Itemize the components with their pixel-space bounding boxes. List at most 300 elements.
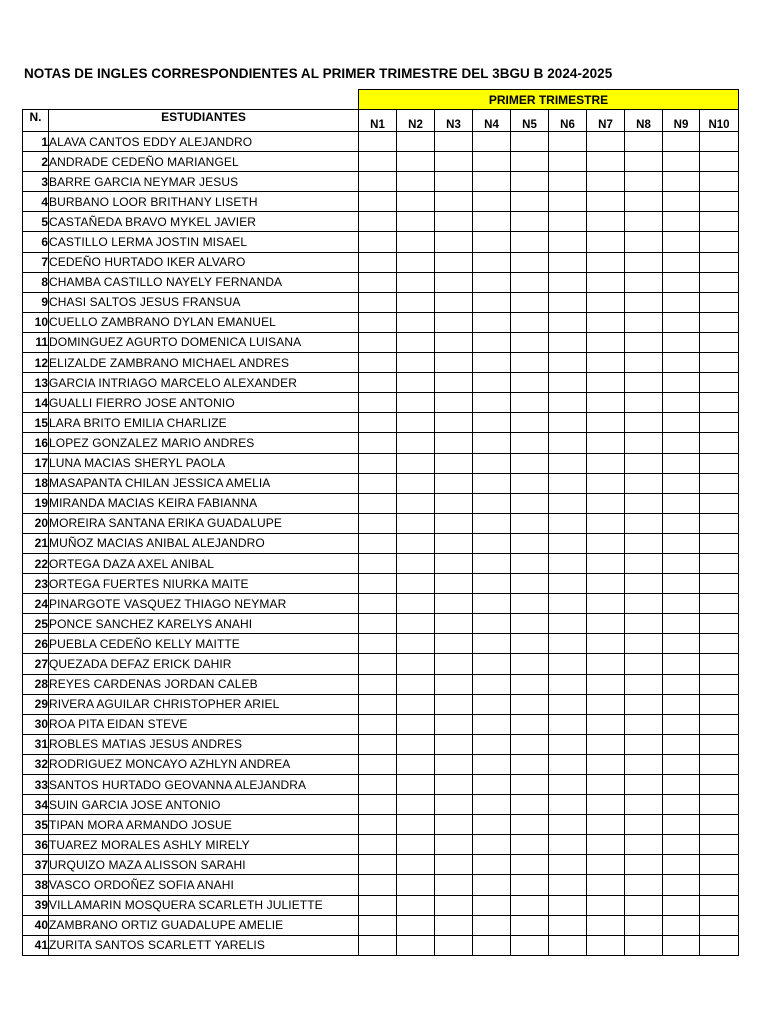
grade-cell[interactable] <box>473 795 511 815</box>
grade-cell[interactable] <box>511 252 549 272</box>
grade-cell[interactable] <box>359 714 397 734</box>
grade-cell[interactable] <box>397 754 435 774</box>
grade-cell[interactable] <box>397 192 435 212</box>
grade-cell[interactable] <box>435 493 473 513</box>
grade-cell[interactable] <box>625 775 663 795</box>
grade-cell[interactable] <box>435 433 473 453</box>
grade-cell[interactable] <box>587 694 625 714</box>
grade-cell[interactable] <box>549 453 587 473</box>
grade-cell[interactable] <box>625 875 663 895</box>
grade-cell[interactable] <box>700 172 739 192</box>
grade-cell[interactable] <box>511 614 549 634</box>
grade-cell[interactable] <box>700 734 739 754</box>
grade-cell[interactable] <box>511 292 549 312</box>
grade-cell[interactable] <box>511 373 549 393</box>
grade-cell[interactable] <box>435 332 473 352</box>
grade-cell[interactable] <box>359 413 397 433</box>
grade-cell[interactable] <box>435 353 473 373</box>
grade-cell[interactable] <box>625 312 663 332</box>
grade-cell[interactable] <box>359 232 397 252</box>
grade-cell[interactable] <box>397 393 435 413</box>
grade-cell[interactable] <box>359 574 397 594</box>
grade-cell[interactable] <box>397 734 435 754</box>
grade-cell[interactable] <box>435 473 473 493</box>
grade-cell[interactable] <box>397 252 435 272</box>
grade-cell[interactable] <box>587 775 625 795</box>
grade-cell[interactable] <box>359 132 397 152</box>
grade-cell[interactable] <box>359 473 397 493</box>
grade-cell[interactable] <box>473 935 511 955</box>
grade-cell[interactable] <box>587 614 625 634</box>
grade-cell[interactable] <box>435 393 473 413</box>
grade-cell[interactable] <box>359 754 397 774</box>
grade-cell[interactable] <box>587 353 625 373</box>
grade-cell[interactable] <box>587 292 625 312</box>
grade-cell[interactable] <box>625 172 663 192</box>
grade-cell[interactable] <box>359 855 397 875</box>
grade-cell[interactable] <box>359 493 397 513</box>
grade-cell[interactable] <box>511 815 549 835</box>
grade-cell[interactable] <box>397 895 435 915</box>
grade-cell[interactable] <box>397 453 435 473</box>
grade-cell[interactable] <box>359 734 397 754</box>
grade-cell[interactable] <box>549 895 587 915</box>
grade-cell[interactable] <box>625 614 663 634</box>
grade-cell[interactable] <box>549 252 587 272</box>
grade-cell[interactable] <box>473 714 511 734</box>
grade-cell[interactable] <box>435 855 473 875</box>
grade-cell[interactable] <box>700 795 739 815</box>
grade-cell[interactable] <box>473 835 511 855</box>
grade-cell[interactable] <box>397 332 435 352</box>
grade-cell[interactable] <box>663 875 700 895</box>
grade-cell[interactable] <box>359 453 397 473</box>
grade-cell[interactable] <box>663 132 700 152</box>
grade-cell[interactable] <box>397 915 435 935</box>
grade-cell[interactable] <box>473 212 511 232</box>
grade-cell[interactable] <box>473 654 511 674</box>
grade-cell[interactable] <box>511 594 549 614</box>
grade-cell[interactable] <box>435 152 473 172</box>
grade-cell[interactable] <box>549 815 587 835</box>
grade-cell[interactable] <box>587 132 625 152</box>
grade-cell[interactable] <box>359 433 397 453</box>
grade-cell[interactable] <box>587 172 625 192</box>
grade-cell[interactable] <box>663 614 700 634</box>
grade-cell[interactable] <box>397 714 435 734</box>
grade-cell[interactable] <box>663 413 700 433</box>
grade-cell[interactable] <box>359 332 397 352</box>
grade-cell[interactable] <box>473 312 511 332</box>
grade-cell[interactable] <box>511 393 549 413</box>
grade-cell[interactable] <box>663 795 700 815</box>
grade-cell[interactable] <box>700 513 739 533</box>
grade-cell[interactable] <box>700 915 739 935</box>
grade-cell[interactable] <box>511 855 549 875</box>
grade-cell[interactable] <box>397 132 435 152</box>
grade-cell[interactable] <box>549 473 587 493</box>
grade-cell[interactable] <box>397 312 435 332</box>
grade-cell[interactable] <box>435 533 473 553</box>
grade-cell[interactable] <box>587 734 625 754</box>
grade-cell[interactable] <box>397 795 435 815</box>
grade-cell[interactable] <box>435 172 473 192</box>
grade-cell[interactable] <box>625 634 663 654</box>
grade-cell[interactable] <box>625 855 663 875</box>
grade-cell[interactable] <box>473 152 511 172</box>
grade-cell[interactable] <box>511 172 549 192</box>
grade-cell[interactable] <box>663 815 700 835</box>
grade-cell[interactable] <box>700 594 739 614</box>
grade-cell[interactable] <box>359 594 397 614</box>
grade-cell[interactable] <box>511 915 549 935</box>
grade-cell[interactable] <box>511 212 549 232</box>
grade-cell[interactable] <box>511 332 549 352</box>
grade-cell[interactable] <box>549 533 587 553</box>
grade-cell[interactable] <box>700 292 739 312</box>
grade-cell[interactable] <box>397 553 435 573</box>
grade-cell[interactable] <box>549 674 587 694</box>
grade-cell[interactable] <box>549 775 587 795</box>
grade-cell[interactable] <box>397 493 435 513</box>
grade-cell[interactable] <box>625 915 663 935</box>
grade-cell[interactable] <box>625 192 663 212</box>
grade-cell[interactable] <box>587 373 625 393</box>
grade-cell[interactable] <box>625 795 663 815</box>
grade-cell[interactable] <box>587 433 625 453</box>
grade-cell[interactable] <box>625 694 663 714</box>
grade-cell[interactable] <box>625 815 663 835</box>
grade-cell[interactable] <box>700 272 739 292</box>
grade-cell[interactable] <box>700 393 739 413</box>
grade-cell[interactable] <box>587 553 625 573</box>
grade-cell[interactable] <box>435 252 473 272</box>
grade-cell[interactable] <box>397 674 435 694</box>
grade-cell[interactable] <box>473 332 511 352</box>
grade-cell[interactable] <box>473 775 511 795</box>
grade-cell[interactable] <box>587 393 625 413</box>
grade-cell[interactable] <box>473 453 511 473</box>
grade-cell[interactable] <box>587 252 625 272</box>
grade-cell[interactable] <box>625 332 663 352</box>
grade-cell[interactable] <box>473 694 511 714</box>
grade-cell[interactable] <box>549 714 587 734</box>
grade-cell[interactable] <box>700 634 739 654</box>
grade-cell[interactable] <box>663 775 700 795</box>
grade-cell[interactable] <box>473 232 511 252</box>
grade-cell[interactable] <box>473 553 511 573</box>
grade-cell[interactable] <box>700 373 739 393</box>
grade-cell[interactable] <box>435 132 473 152</box>
grade-cell[interactable] <box>397 835 435 855</box>
grade-cell[interactable] <box>473 614 511 634</box>
grade-cell[interactable] <box>359 152 397 172</box>
grade-cell[interactable] <box>625 734 663 754</box>
grade-cell[interactable] <box>397 533 435 553</box>
grade-cell[interactable] <box>625 674 663 694</box>
grade-cell[interactable] <box>511 754 549 774</box>
grade-cell[interactable] <box>549 754 587 774</box>
grade-cell[interactable] <box>587 212 625 232</box>
grade-cell[interactable] <box>359 272 397 292</box>
grade-cell[interactable] <box>587 413 625 433</box>
grade-cell[interactable] <box>663 332 700 352</box>
grade-cell[interactable] <box>473 674 511 694</box>
grade-cell[interactable] <box>397 855 435 875</box>
grade-cell[interactable] <box>473 433 511 453</box>
grade-cell[interactable] <box>359 634 397 654</box>
grade-cell[interactable] <box>663 453 700 473</box>
grade-cell[interactable] <box>549 634 587 654</box>
grade-cell[interactable] <box>435 292 473 312</box>
grade-cell[interactable] <box>435 192 473 212</box>
grade-cell[interactable] <box>473 272 511 292</box>
grade-cell[interactable] <box>625 533 663 553</box>
grade-cell[interactable] <box>359 172 397 192</box>
grade-cell[interactable] <box>700 694 739 714</box>
grade-cell[interactable] <box>397 634 435 654</box>
grade-cell[interactable] <box>435 815 473 835</box>
grade-cell[interactable] <box>511 835 549 855</box>
grade-cell[interactable] <box>663 272 700 292</box>
grade-cell[interactable] <box>359 393 397 413</box>
grade-cell[interactable] <box>587 513 625 533</box>
grade-cell[interactable] <box>473 634 511 654</box>
grade-cell[interactable] <box>587 493 625 513</box>
grade-cell[interactable] <box>700 353 739 373</box>
grade-cell[interactable] <box>473 754 511 774</box>
grade-cell[interactable] <box>473 815 511 835</box>
grade-cell[interactable] <box>587 312 625 332</box>
grade-cell[interactable] <box>435 594 473 614</box>
grade-cell[interactable] <box>663 433 700 453</box>
grade-cell[interactable] <box>663 312 700 332</box>
grade-cell[interactable] <box>473 353 511 373</box>
grade-cell[interactable] <box>587 634 625 654</box>
grade-cell[interactable] <box>397 232 435 252</box>
grade-cell[interactable] <box>625 714 663 734</box>
grade-cell[interactable] <box>663 654 700 674</box>
grade-cell[interactable] <box>549 232 587 252</box>
grade-cell[interactable] <box>511 473 549 493</box>
grade-cell[interactable] <box>549 292 587 312</box>
grade-cell[interactable] <box>700 433 739 453</box>
grade-cell[interactable] <box>700 815 739 835</box>
grade-cell[interactable] <box>511 775 549 795</box>
grade-cell[interactable] <box>663 533 700 553</box>
grade-cell[interactable] <box>700 533 739 553</box>
grade-cell[interactable] <box>473 132 511 152</box>
grade-cell[interactable] <box>625 272 663 292</box>
grade-cell[interactable] <box>700 493 739 513</box>
grade-cell[interactable] <box>700 895 739 915</box>
grade-cell[interactable] <box>700 775 739 795</box>
grade-cell[interactable] <box>663 835 700 855</box>
grade-cell[interactable] <box>397 775 435 795</box>
grade-cell[interactable] <box>435 915 473 935</box>
grade-cell[interactable] <box>435 614 473 634</box>
grade-cell[interactable] <box>663 513 700 533</box>
grade-cell[interactable] <box>359 875 397 895</box>
grade-cell[interactable] <box>549 132 587 152</box>
grade-cell[interactable] <box>625 373 663 393</box>
grade-cell[interactable] <box>397 614 435 634</box>
grade-cell[interactable] <box>587 654 625 674</box>
grade-cell[interactable] <box>397 413 435 433</box>
grade-cell[interactable] <box>549 734 587 754</box>
grade-cell[interactable] <box>663 152 700 172</box>
grade-cell[interactable] <box>663 694 700 714</box>
grade-cell[interactable] <box>663 915 700 935</box>
grade-cell[interactable] <box>359 674 397 694</box>
grade-cell[interactable] <box>625 413 663 433</box>
grade-cell[interactable] <box>625 152 663 172</box>
grade-cell[interactable] <box>700 654 739 674</box>
grade-cell[interactable] <box>587 935 625 955</box>
grade-cell[interactable] <box>700 855 739 875</box>
grade-cell[interactable] <box>397 875 435 895</box>
grade-cell[interactable] <box>549 413 587 433</box>
grade-cell[interactable] <box>700 232 739 252</box>
grade-cell[interactable] <box>625 754 663 774</box>
grade-cell[interactable] <box>549 493 587 513</box>
grade-cell[interactable] <box>359 312 397 332</box>
grade-cell[interactable] <box>587 674 625 694</box>
grade-cell[interactable] <box>549 272 587 292</box>
grade-cell[interactable] <box>397 513 435 533</box>
grade-cell[interactable] <box>435 312 473 332</box>
grade-cell[interactable] <box>625 453 663 473</box>
grade-cell[interactable] <box>397 152 435 172</box>
grade-cell[interactable] <box>549 312 587 332</box>
grade-cell[interactable] <box>473 855 511 875</box>
grade-cell[interactable] <box>663 353 700 373</box>
grade-cell[interactable] <box>549 835 587 855</box>
grade-cell[interactable] <box>625 654 663 674</box>
grade-cell[interactable] <box>700 212 739 232</box>
grade-cell[interactable] <box>397 473 435 493</box>
grade-cell[interactable] <box>700 574 739 594</box>
grade-cell[interactable] <box>625 574 663 594</box>
grade-cell[interactable] <box>663 373 700 393</box>
grade-cell[interactable] <box>511 634 549 654</box>
grade-cell[interactable] <box>473 734 511 754</box>
grade-cell[interactable] <box>359 353 397 373</box>
grade-cell[interactable] <box>397 815 435 835</box>
grade-cell[interactable] <box>435 272 473 292</box>
grade-cell[interactable] <box>435 373 473 393</box>
grade-cell[interactable] <box>397 292 435 312</box>
grade-cell[interactable] <box>397 212 435 232</box>
grade-cell[interactable] <box>511 413 549 433</box>
grade-cell[interactable] <box>435 795 473 815</box>
grade-cell[interactable] <box>511 152 549 172</box>
grade-cell[interactable] <box>625 433 663 453</box>
grade-cell[interactable] <box>663 393 700 413</box>
grade-cell[interactable] <box>587 915 625 935</box>
grade-cell[interactable] <box>511 734 549 754</box>
grade-cell[interactable] <box>511 795 549 815</box>
grade-cell[interactable] <box>549 614 587 634</box>
grade-cell[interactable] <box>549 553 587 573</box>
grade-cell[interactable] <box>511 132 549 152</box>
grade-cell[interactable] <box>700 192 739 212</box>
grade-cell[interactable] <box>625 353 663 373</box>
grade-cell[interactable] <box>473 875 511 895</box>
grade-cell[interactable] <box>625 594 663 614</box>
grade-cell[interactable] <box>700 252 739 272</box>
grade-cell[interactable] <box>587 895 625 915</box>
grade-cell[interactable] <box>625 252 663 272</box>
grade-cell[interactable] <box>663 553 700 573</box>
grade-cell[interactable] <box>511 553 549 573</box>
grade-cell[interactable] <box>435 212 473 232</box>
grade-cell[interactable] <box>663 674 700 694</box>
grade-cell[interactable] <box>359 795 397 815</box>
grade-cell[interactable] <box>587 192 625 212</box>
grade-cell[interactable] <box>359 935 397 955</box>
grade-cell[interactable] <box>549 855 587 875</box>
grade-cell[interactable] <box>549 513 587 533</box>
grade-cell[interactable] <box>587 754 625 774</box>
grade-cell[interactable] <box>587 855 625 875</box>
grade-cell[interactable] <box>587 875 625 895</box>
grade-cell[interactable] <box>473 915 511 935</box>
grade-cell[interactable] <box>511 533 549 553</box>
grade-cell[interactable] <box>359 373 397 393</box>
grade-cell[interactable] <box>625 835 663 855</box>
grade-cell[interactable] <box>511 694 549 714</box>
grade-cell[interactable] <box>435 754 473 774</box>
grade-cell[interactable] <box>700 935 739 955</box>
grade-cell[interactable] <box>473 413 511 433</box>
grade-cell[interactable] <box>359 553 397 573</box>
grade-cell[interactable] <box>625 493 663 513</box>
grade-cell[interactable] <box>549 433 587 453</box>
grade-cell[interactable] <box>397 353 435 373</box>
grade-cell[interactable] <box>663 594 700 614</box>
grade-cell[interactable] <box>359 533 397 553</box>
grade-cell[interactable] <box>663 574 700 594</box>
grade-cell[interactable] <box>587 272 625 292</box>
grade-cell[interactable] <box>435 574 473 594</box>
grade-cell[interactable] <box>549 795 587 815</box>
grade-cell[interactable] <box>397 654 435 674</box>
grade-cell[interactable] <box>625 935 663 955</box>
grade-cell[interactable] <box>700 875 739 895</box>
grade-cell[interactable] <box>663 292 700 312</box>
grade-cell[interactable] <box>359 895 397 915</box>
grade-cell[interactable] <box>663 754 700 774</box>
grade-cell[interactable] <box>700 453 739 473</box>
grade-cell[interactable] <box>473 252 511 272</box>
grade-cell[interactable] <box>473 594 511 614</box>
grade-cell[interactable] <box>473 473 511 493</box>
grade-cell[interactable] <box>511 714 549 734</box>
grade-cell[interactable] <box>663 252 700 272</box>
grade-cell[interactable] <box>435 895 473 915</box>
grade-cell[interactable] <box>473 513 511 533</box>
grade-cell[interactable] <box>511 895 549 915</box>
grade-cell[interactable] <box>625 895 663 915</box>
grade-cell[interactable] <box>625 232 663 252</box>
grade-cell[interactable] <box>587 232 625 252</box>
grade-cell[interactable] <box>435 553 473 573</box>
grade-cell[interactable] <box>587 574 625 594</box>
grade-cell[interactable] <box>435 835 473 855</box>
grade-cell[interactable] <box>549 915 587 935</box>
grade-cell[interactable] <box>359 513 397 533</box>
